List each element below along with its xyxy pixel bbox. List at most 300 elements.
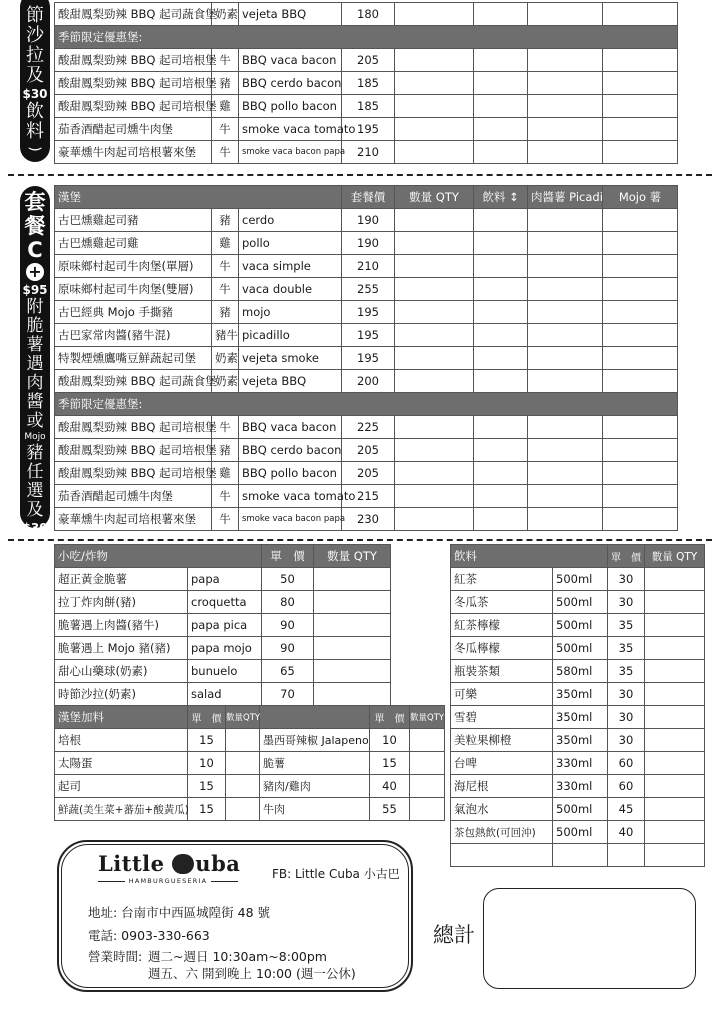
item-meat: 牛 bbox=[212, 141, 239, 164]
drink-row bbox=[451, 637, 705, 660]
season-label: 季節限定優惠堡: bbox=[55, 393, 678, 416]
qty-cell[interactable] bbox=[395, 416, 474, 439]
burger-row bbox=[55, 370, 678, 393]
empty-cell[interactable] bbox=[451, 844, 553, 867]
drink-choice-cell[interactable] bbox=[474, 255, 528, 278]
drinks-header-row bbox=[451, 545, 705, 568]
drink-choice-cell[interactable] bbox=[474, 301, 528, 324]
set-c-pill bbox=[20, 186, 50, 584]
set-b-pill-char: 拉 bbox=[26, 45, 44, 66]
drink-volume: 330ml bbox=[553, 752, 608, 775]
picadi-choice-cell[interactable] bbox=[528, 118, 603, 141]
logo-word-2: uba bbox=[195, 851, 241, 876]
qty-cell[interactable] bbox=[226, 752, 260, 775]
addon-name: 太陽蛋 bbox=[55, 752, 188, 775]
burger-row bbox=[55, 95, 678, 118]
drink-name: 海尼根 bbox=[451, 775, 553, 798]
burger-row bbox=[55, 508, 678, 531]
qty-cell[interactable] bbox=[395, 462, 474, 485]
drink-name: 茶包熱飲(可回沖) bbox=[451, 821, 553, 844]
qty-cell[interactable] bbox=[314, 660, 391, 683]
header-unit-price: 單 價 bbox=[608, 545, 645, 568]
set-c-pill-char: 附 bbox=[26, 297, 44, 317]
item-spanish-name: BBQ pollo bacon bbox=[239, 95, 342, 118]
item-name: 酸甜鳳梨勁辣 BBQ 起司培根堡 bbox=[55, 72, 212, 95]
picadi-choice-cell[interactable] bbox=[528, 278, 603, 301]
snack-row bbox=[55, 637, 391, 660]
qty-cell[interactable] bbox=[645, 821, 705, 844]
drink-choice-cell[interactable] bbox=[474, 347, 528, 370]
item-name: 茄香酒醋起司燻牛肉堡 bbox=[55, 118, 212, 141]
qty-cell[interactable] bbox=[395, 141, 474, 164]
mojo-choice-cell[interactable] bbox=[603, 141, 678, 164]
snack-price: 50 bbox=[262, 568, 314, 591]
item-price: 205 bbox=[342, 439, 395, 462]
set-c-pill-char: 選 bbox=[26, 481, 44, 501]
set-c-table bbox=[54, 185, 678, 531]
mojo-choice-cell[interactable] bbox=[603, 49, 678, 72]
snack-price: 80 bbox=[262, 591, 314, 614]
drink-choice-cell[interactable] bbox=[474, 462, 528, 485]
picadi-choice-cell[interactable] bbox=[528, 462, 603, 485]
burger-row bbox=[55, 347, 678, 370]
drink-choice-cell[interactable] bbox=[474, 3, 528, 26]
drink-choice-cell[interactable] bbox=[474, 118, 528, 141]
addon-row bbox=[55, 775, 445, 798]
qty-cell[interactable] bbox=[226, 775, 260, 798]
snack-name: 時節沙拉(奶素) bbox=[55, 683, 188, 706]
drink-price: 30 bbox=[608, 591, 645, 614]
drink-choice-cell[interactable] bbox=[474, 141, 528, 164]
snack-price: 70 bbox=[262, 683, 314, 706]
empty-cell[interactable] bbox=[553, 844, 608, 867]
picadi-choice-cell[interactable] bbox=[528, 485, 603, 508]
drink-price: 30 bbox=[608, 706, 645, 729]
mojo-choice-cell[interactable] bbox=[603, 278, 678, 301]
drink-choice-cell[interactable] bbox=[474, 49, 528, 72]
snack-row bbox=[55, 614, 391, 637]
drink-name: 雪碧 bbox=[451, 706, 553, 729]
mojo-choice-cell[interactable] bbox=[603, 255, 678, 278]
mojo-choice-cell[interactable] bbox=[603, 462, 678, 485]
qty-cell[interactable] bbox=[395, 301, 474, 324]
set-c-pill-mojo: Mojo bbox=[24, 432, 46, 442]
drink-volume: 350ml bbox=[553, 729, 608, 752]
qty-cell[interactable] bbox=[645, 752, 705, 775]
item-price: 185 bbox=[342, 95, 395, 118]
hours-line-1: 週二~週日 10:30am~8:00pm bbox=[148, 949, 327, 964]
snack-price: 65 bbox=[262, 660, 314, 683]
drink-choice-cell[interactable] bbox=[474, 278, 528, 301]
addons-table bbox=[54, 705, 445, 821]
item-spanish-name: BBQ cerdo bacon bbox=[239, 439, 342, 462]
qty-cell[interactable] bbox=[395, 255, 474, 278]
addon-price: 15 bbox=[188, 775, 226, 798]
header-unit-price: 單 價 bbox=[262, 545, 314, 568]
qty-cell[interactable] bbox=[645, 775, 705, 798]
drink-name: 美粒果柳橙 bbox=[451, 729, 553, 752]
addon-name: 豬肉/雞肉 bbox=[260, 775, 370, 798]
qty-cell[interactable] bbox=[395, 508, 474, 531]
mojo-choice-cell[interactable] bbox=[603, 508, 678, 531]
plus-icon: + bbox=[26, 263, 44, 281]
item-price: 190 bbox=[342, 209, 395, 232]
qty-cell[interactable] bbox=[226, 729, 260, 752]
addon-price: 10 bbox=[188, 752, 226, 775]
qty-cell[interactable] bbox=[410, 798, 445, 821]
header-spacer bbox=[260, 706, 370, 729]
item-price: 195 bbox=[342, 301, 395, 324]
drink-price: 35 bbox=[608, 637, 645, 660]
item-spanish-name: vaca simple bbox=[239, 255, 342, 278]
snack-name: 超正黃金脆薯 bbox=[55, 568, 188, 591]
set-c-pill-price2: $30 bbox=[22, 521, 48, 535]
item-spanish-name: BBQ cerdo bacon bbox=[239, 72, 342, 95]
item-price: 225 bbox=[342, 416, 395, 439]
set-c-pill-char: 醬 bbox=[26, 392, 44, 412]
item-price: 210 bbox=[342, 255, 395, 278]
item-name: 酸甜鳳梨勁辣 BBQ 起司蔬食堡 bbox=[55, 3, 212, 26]
drink-price: 45 bbox=[608, 798, 645, 821]
qty-cell[interactable] bbox=[645, 660, 705, 683]
burger-row bbox=[55, 301, 678, 324]
empty-cell[interactable] bbox=[608, 844, 645, 867]
item-price: 215 bbox=[342, 485, 395, 508]
drink-choice-cell[interactable] bbox=[474, 485, 528, 508]
mojo-choice-cell[interactable] bbox=[603, 416, 678, 439]
item-price: 185 bbox=[342, 72, 395, 95]
qty-cell[interactable] bbox=[645, 591, 705, 614]
qty-cell[interactable] bbox=[645, 706, 705, 729]
item-spanish-name: vejeta BBQ bbox=[239, 370, 342, 393]
season-section-row bbox=[55, 26, 678, 49]
item-name: 古巴燻雞起司雞 bbox=[55, 232, 212, 255]
item-meat: 牛 bbox=[212, 278, 239, 301]
item-price: 180 bbox=[342, 3, 395, 26]
snack-row bbox=[55, 683, 391, 706]
qty-cell[interactable] bbox=[395, 485, 474, 508]
drink-volume: 330ml bbox=[553, 775, 608, 798]
fb-link[interactable]: FB: Little Cuba 小古巴 bbox=[272, 867, 400, 881]
total-label: 總計 bbox=[433, 923, 475, 947]
mojo-choice-cell[interactable] bbox=[603, 232, 678, 255]
item-meat: 奶素 bbox=[212, 347, 239, 370]
hours-line-2: 週五、六 開到晚上 10:00 (週一公休) bbox=[148, 966, 356, 981]
picadi-choice-cell[interactable] bbox=[528, 95, 603, 118]
item-name: 原味鄉村起司牛肉堡(雙層) bbox=[55, 278, 212, 301]
picadi-choice-cell[interactable] bbox=[528, 370, 603, 393]
item-spanish-name: BBQ vaca bacon bbox=[239, 416, 342, 439]
qty-cell[interactable] bbox=[395, 49, 474, 72]
burger-row bbox=[55, 416, 678, 439]
qty-cell[interactable] bbox=[395, 370, 474, 393]
qty-cell[interactable] bbox=[314, 568, 391, 591]
set-c-pill-char: 及 bbox=[26, 500, 44, 520]
addon-name: 牛肉 bbox=[260, 798, 370, 821]
drink-choice-cell[interactable] bbox=[474, 72, 528, 95]
qty-cell[interactable] bbox=[395, 347, 474, 370]
item-price: 195 bbox=[342, 324, 395, 347]
set-c-pill-char: 肉 bbox=[26, 373, 44, 393]
qty-cell[interactable] bbox=[314, 637, 391, 660]
mojo-choice-cell[interactable] bbox=[603, 324, 678, 347]
divider bbox=[8, 539, 712, 541]
item-meat: 雞 bbox=[212, 232, 239, 255]
item-name: 酸甜鳳梨勁辣 BBQ 起司蔬食堡 bbox=[55, 370, 212, 393]
item-name: 酸甜鳳梨勁辣 BBQ 起司培根堡 bbox=[55, 439, 212, 462]
set-c-pill-char: 餐 bbox=[24, 214, 46, 238]
snack-spanish-name: papa pica bbox=[188, 614, 262, 637]
picadi-choice-cell[interactable] bbox=[528, 508, 603, 531]
season-section-row bbox=[55, 393, 678, 416]
item-meat: 奶素 bbox=[212, 370, 239, 393]
drink-name: 台啤 bbox=[451, 752, 553, 775]
burger-row bbox=[55, 49, 678, 72]
item-price: 205 bbox=[342, 49, 395, 72]
addon-price: 15 bbox=[188, 798, 226, 821]
drink-choice-cell[interactable] bbox=[474, 209, 528, 232]
drink-row bbox=[451, 683, 705, 706]
drink-volume: 350ml bbox=[553, 683, 608, 706]
qty-cell[interactable] bbox=[395, 118, 474, 141]
item-name: 古巴經典 Mojo 手撕豬 bbox=[55, 301, 212, 324]
drink-volume: 500ml bbox=[553, 614, 608, 637]
addon-name: 墨西哥辣椒 Jalapeno bbox=[260, 729, 370, 752]
item-name: 特製煙燻鷹嘴豆鮮蔬起司堡 bbox=[55, 347, 212, 370]
picadi-choice-cell[interactable] bbox=[528, 3, 603, 26]
item-spanish-name: smoke vaca tomato bbox=[239, 485, 342, 508]
item-name: 原味鄉村起司牛肉堡(單層) bbox=[55, 255, 212, 278]
picadi-choice-cell[interactable] bbox=[528, 324, 603, 347]
header-unit-price: 單 價 bbox=[188, 706, 226, 729]
qty-cell[interactable] bbox=[645, 614, 705, 637]
burger-row bbox=[55, 485, 678, 508]
header-snacks: 小吃/炸物 bbox=[55, 545, 262, 568]
item-name: 酸甜鳳梨勁辣 BBQ 起司培根堡 bbox=[55, 462, 212, 485]
drink-row bbox=[451, 821, 705, 844]
season-label: 季節限定優惠堡: bbox=[55, 26, 678, 49]
drink-choice-cell[interactable] bbox=[474, 508, 528, 531]
snack-price: 90 bbox=[262, 614, 314, 637]
item-price: 205 bbox=[342, 462, 395, 485]
item-spanish-name: BBQ pollo bacon bbox=[239, 462, 342, 485]
drink-price: 35 bbox=[608, 614, 645, 637]
item-price: 230 bbox=[342, 508, 395, 531]
mojo-choice-cell[interactable] bbox=[603, 95, 678, 118]
picadi-choice-cell[interactable] bbox=[528, 209, 603, 232]
drink-row bbox=[451, 614, 705, 637]
addon-price: 10 bbox=[370, 729, 410, 752]
mojo-choice-cell[interactable] bbox=[603, 485, 678, 508]
qty-cell[interactable] bbox=[645, 568, 705, 591]
drink-price: 60 bbox=[608, 752, 645, 775]
drink-row-empty bbox=[451, 844, 705, 867]
set-c-pill-char: 薯 bbox=[26, 335, 44, 355]
picadi-choice-cell[interactable] bbox=[528, 232, 603, 255]
drink-price: 30 bbox=[608, 729, 645, 752]
drink-choice-cell[interactable] bbox=[474, 416, 528, 439]
item-meat: 牛 bbox=[212, 118, 239, 141]
addon-price: 15 bbox=[188, 729, 226, 752]
addon-price: 55 bbox=[370, 798, 410, 821]
item-spanish-name: smoke vaca bacon papa bbox=[239, 508, 342, 531]
mojo-choice-cell[interactable] bbox=[603, 301, 678, 324]
drink-name: 冬瓜茶 bbox=[451, 591, 553, 614]
header-qty: 數量 QTY bbox=[314, 545, 391, 568]
header-picadi: 肉醬薯 Picadi bbox=[528, 186, 603, 209]
picadi-choice-cell[interactable] bbox=[528, 255, 603, 278]
drink-row bbox=[451, 729, 705, 752]
drink-price: 30 bbox=[608, 683, 645, 706]
burger-row bbox=[55, 3, 678, 26]
drink-price: 60 bbox=[608, 775, 645, 798]
item-spanish-name: cerdo bbox=[239, 209, 342, 232]
picadi-choice-cell[interactable] bbox=[528, 49, 603, 72]
mojo-choice-cell[interactable] bbox=[603, 3, 678, 26]
qty-cell[interactable] bbox=[395, 72, 474, 95]
hours-label: 營業時間: bbox=[88, 949, 143, 964]
drink-row bbox=[451, 660, 705, 683]
item-meat: 牛 bbox=[212, 255, 239, 278]
set-c-pill-char: 遇 bbox=[26, 354, 44, 374]
qty-cell[interactable] bbox=[645, 798, 705, 821]
drink-row bbox=[451, 706, 705, 729]
set-c-pill-char: 套 bbox=[24, 190, 46, 214]
item-price: 195 bbox=[342, 118, 395, 141]
drink-name: 瓶裝茶類 bbox=[451, 660, 553, 683]
header-addons: 漢堡加料 bbox=[55, 706, 188, 729]
item-meat: 牛 bbox=[212, 416, 239, 439]
picadi-choice-cell[interactable] bbox=[528, 72, 603, 95]
picadi-choice-cell[interactable] bbox=[528, 141, 603, 164]
set-b-pill-char: 飲 bbox=[26, 101, 44, 122]
item-meat: 牛 bbox=[212, 508, 239, 531]
set-b-pill-char: 料 bbox=[26, 121, 44, 142]
mojo-choice-cell[interactable] bbox=[603, 439, 678, 462]
qty-cell[interactable] bbox=[314, 614, 391, 637]
drink-name: 氣泡水 bbox=[451, 798, 553, 821]
drink-choice-cell[interactable] bbox=[474, 439, 528, 462]
set-c-pill-char: 料 bbox=[26, 554, 44, 574]
item-meat: 豬 bbox=[212, 209, 239, 232]
mojo-choice-cell[interactable] bbox=[603, 209, 678, 232]
burger-row bbox=[55, 439, 678, 462]
set-c-pill-char: 脆 bbox=[26, 316, 44, 336]
qty-cell[interactable] bbox=[314, 683, 391, 706]
item-meat: 豬 bbox=[212, 301, 239, 324]
mojo-choice-cell[interactable] bbox=[603, 72, 678, 95]
burger-row bbox=[55, 141, 678, 164]
picadi-choice-cell[interactable] bbox=[528, 439, 603, 462]
set-b-table bbox=[54, 2, 678, 164]
item-price: 255 bbox=[342, 278, 395, 301]
item-name: 古巴家常肉醬(豬牛混) bbox=[55, 324, 212, 347]
qty-cell[interactable] bbox=[395, 3, 474, 26]
burger-row bbox=[55, 462, 678, 485]
item-meat: 牛 bbox=[212, 485, 239, 508]
qty-cell[interactable] bbox=[226, 798, 260, 821]
drink-volume: 580ml bbox=[553, 660, 608, 683]
addon-row bbox=[55, 752, 445, 775]
burger-row bbox=[55, 118, 678, 141]
header-qty: 數量 QTY bbox=[395, 186, 474, 209]
set-c-pill-char: 任 bbox=[26, 462, 44, 482]
item-meat: 豬 bbox=[212, 439, 239, 462]
divider bbox=[8, 174, 712, 176]
snack-row bbox=[55, 591, 391, 614]
snack-name: 拉丁炸肉餅(豬) bbox=[55, 591, 188, 614]
header-burger: 漢堡 bbox=[55, 186, 342, 209]
drink-price: 40 bbox=[608, 821, 645, 844]
item-price: 190 bbox=[342, 232, 395, 255]
header-drinks: 飲料 bbox=[451, 545, 608, 568]
snacks-table bbox=[54, 544, 391, 706]
drink-volume: 500ml bbox=[553, 821, 608, 844]
item-price: 195 bbox=[342, 347, 395, 370]
qty-cell[interactable] bbox=[395, 209, 474, 232]
picadi-choice-cell[interactable] bbox=[528, 347, 603, 370]
set-b-pill-price: $30 bbox=[22, 87, 48, 101]
set-c-pill-char: ) bbox=[27, 578, 43, 584]
snack-row bbox=[55, 660, 391, 683]
mojo-choice-cell[interactable] bbox=[603, 370, 678, 393]
drink-name: 可樂 bbox=[451, 683, 553, 706]
qty-cell[interactable] bbox=[395, 324, 474, 347]
burger-row bbox=[55, 232, 678, 255]
drink-choice-cell[interactable] bbox=[474, 95, 528, 118]
addon-name: 鮮蔬(美生菜+蕃茄+酸黃瓜) bbox=[55, 798, 188, 821]
set-b-pill-char: 節 bbox=[26, 5, 44, 26]
address: 地址: 台南市中西區城隍街 48 號 bbox=[88, 905, 271, 920]
qty-cell[interactable] bbox=[645, 729, 705, 752]
item-price: 200 bbox=[342, 370, 395, 393]
addon-name: 培根 bbox=[55, 729, 188, 752]
qty-cell[interactable] bbox=[410, 775, 445, 798]
qty-cell[interactable] bbox=[314, 591, 391, 614]
logo bbox=[98, 851, 240, 895]
drink-choice-cell[interactable] bbox=[474, 370, 528, 393]
qty-cell[interactable] bbox=[410, 752, 445, 775]
picadi-choice-cell[interactable] bbox=[528, 416, 603, 439]
item-meat: 雞 bbox=[212, 462, 239, 485]
drinks-table bbox=[450, 544, 705, 867]
mojo-choice-cell[interactable] bbox=[603, 118, 678, 141]
mojo-choice-cell[interactable] bbox=[603, 347, 678, 370]
qty-cell[interactable] bbox=[395, 278, 474, 301]
empty-cell[interactable] bbox=[645, 844, 705, 867]
snack-name: 甜心山藥球(奶素) bbox=[55, 660, 188, 683]
qty-cell[interactable] bbox=[645, 683, 705, 706]
drink-choice-cell[interactable] bbox=[474, 232, 528, 255]
item-spanish-name: picadillo bbox=[239, 324, 342, 347]
phone: 電話: 0903-330-663 bbox=[88, 928, 210, 943]
picadi-choice-cell[interactable] bbox=[528, 301, 603, 324]
qty-cell[interactable] bbox=[410, 729, 445, 752]
header-unit-price: 單 價 bbox=[370, 706, 410, 729]
total-input-box[interactable] bbox=[483, 888, 696, 989]
item-spanish-name: vaca double bbox=[239, 278, 342, 301]
drink-price: 30 bbox=[608, 568, 645, 591]
qty-cell[interactable] bbox=[395, 439, 474, 462]
burger-row bbox=[55, 72, 678, 95]
snack-price: 90 bbox=[262, 637, 314, 660]
set-b-pill bbox=[20, 0, 50, 162]
qty-cell[interactable] bbox=[645, 637, 705, 660]
qty-cell[interactable] bbox=[395, 95, 474, 118]
burger-row bbox=[55, 255, 678, 278]
drink-choice-cell[interactable] bbox=[474, 324, 528, 347]
qty-cell[interactable] bbox=[395, 232, 474, 255]
